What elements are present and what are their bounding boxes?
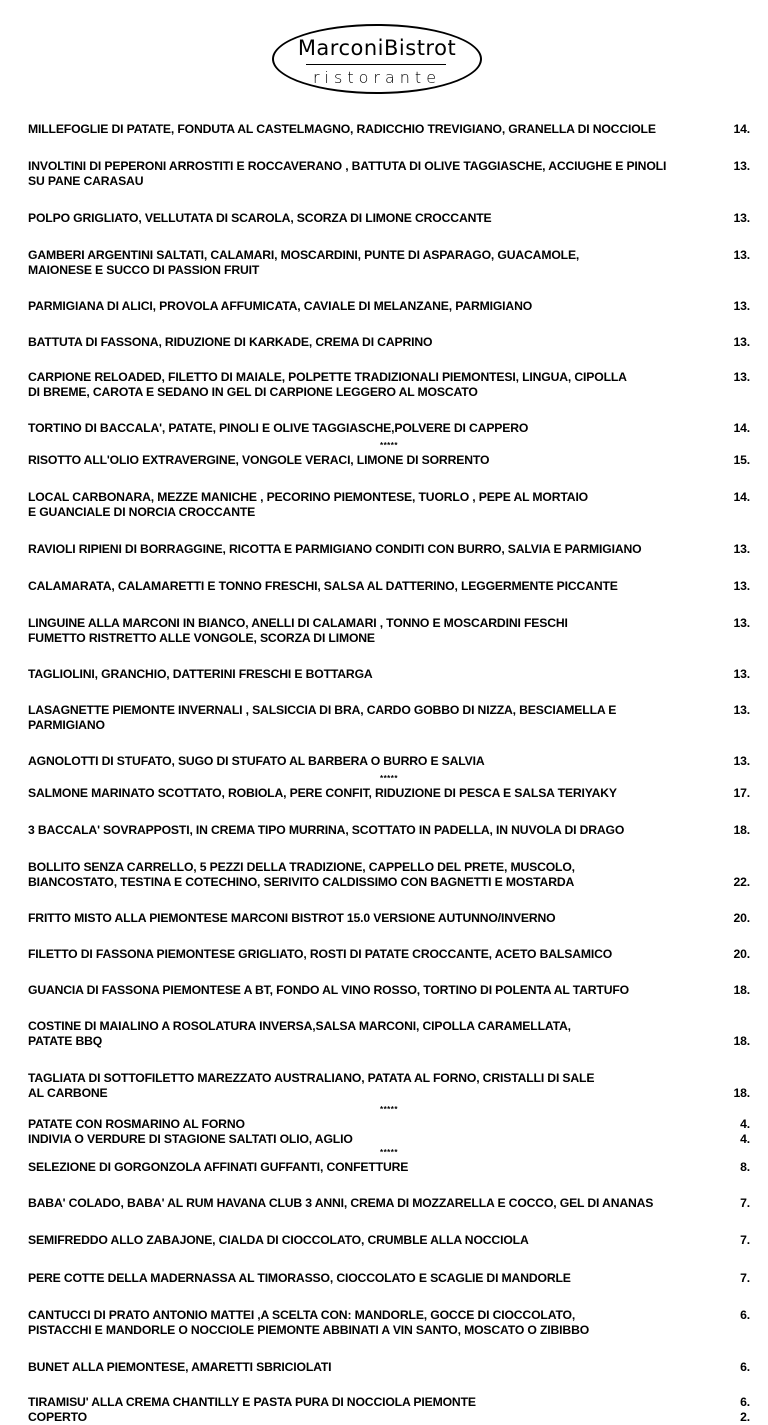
menu-item-price: 13. [733,703,750,717]
menu-item-description: FILETTO DI FASSONA PIEMONTESE GRIGLIATO, ROSTI DI PATATE CROCCANTE, ACETO BALSAMICO [28,947,613,961]
menu-item [28,786,750,801]
menu-item-price: 18. [733,823,750,837]
menu-item-description: COPERTO [28,1410,87,1424]
menu-item-price: 18. [733,1034,750,1048]
menu-item-description: FRITTO MISTO ALLA PIEMONTESE MARCONI BISTROT 15.0 VERSIONE AUTUNNO/INVERNO [28,911,556,925]
menu-item [28,1308,750,1338]
menu-item-price: 8. [740,1160,750,1174]
menu-item-price: 13. [733,754,750,768]
menu-item [28,1360,750,1375]
menu-item-description: SELEZIONE DI GORGONZOLA AFFINATI GUFFANTI, CONFETTURE [28,1160,409,1174]
menu-item-price: 2. [740,1410,750,1424]
menu-item-description: CARPIONE RELOADED, FILETTO DI MAIALE, POLPETTE TRADIZIONALI PIEMONTESI, LINGUA, CIPOLLA DI BREME, CAROTA E SEDANO IN GEL DI CARPIONE LEGGERO AL MOSCATO [28,370,627,399]
menu-item [28,1117,750,1132]
menu-item-price: 13. [733,667,750,681]
menu-item-price: 22. [733,875,750,889]
menu-item-description: CALAMARATA, CALAMARETTI E TONNO FRESCHI, SALSA AL DATTERINO, LEGGERMENTE PICCANTE [28,579,618,593]
menu-item-description: RISOTTO ALL'OLIO EXTRAVERGINE, VONGOLE VERACI, LIMONE DI SORRENTO [28,453,490,467]
menu-item [28,860,750,890]
menu-item-description: LINGUINE ALLA MARCONI IN BIANCO, ANELLI DI CALAMARI , TONNO E MOSCARDINI FESCHI FUMETTO RISTRETTO ALLE VONGOLE, SCORZA DI LIMONE [28,616,568,645]
menu-item [28,1233,750,1248]
menu-item-price: 13. [733,542,750,556]
menu-item-price: 6. [740,1360,750,1374]
section-separator: ***** [379,774,399,783]
menu-item-description: PERE COTTE DELLA MADERNASSA AL TIMORASSO, CIOCCOLATO E SCAGLIE DI MANDORLE [28,1271,571,1285]
menu-item-price: 18. [733,983,750,997]
section-separator: ***** [379,441,399,450]
menu-item-description: 3 BACCALA' SOVRAPPOSTI, IN CREMA TIPO MURRINA, SCOTTATO IN PADELLA, IN NUVOLA DI DRAGO [28,823,625,837]
menu-item-description: PATATE CON ROSMARINO AL FORNO [28,1117,245,1131]
menu-item-price: 15. [733,453,750,467]
menu-item-price: 13. [733,335,750,349]
logo [272,24,482,96]
menu-item-description: RAVIOLI RIPIENI DI BORRAGGINE, RICOTTA E PARMIGIANO CONDITI CON BURRO, SALVIA E PARMIGIANO [28,542,642,556]
menu-item-price: 13. [733,159,750,173]
menu-item [28,299,750,314]
menu-item-price: 13. [733,616,750,630]
menu-item-price: 17. [733,786,750,800]
menu-item [28,1019,750,1049]
menu-item [28,490,750,520]
logo-subtitle: ristorante [312,68,442,87]
menu-item [28,159,750,189]
menu-item-price: 13. [733,370,750,384]
menu-item-price: 13. [733,579,750,593]
menu-item [28,1410,750,1425]
menu-item-description: TORTINO DI BACCALA', PATATE, PINOLI E OLIVE TAGGIASCHE,POLVERE DI CAPPERO [28,421,529,435]
menu-item-price: 18. [733,1086,750,1100]
menu-item [28,1395,750,1410]
menu-item [28,947,750,962]
menu-item [28,421,750,436]
menu-item-description: BATTUTA DI FASSONA, RIDUZIONE DI KARKADE, CREMA DI CAPRINO [28,335,433,349]
menu-item [28,579,750,594]
menu-item-description: POLPO GRIGLIATO, VELLUTATA DI SCAROLA, SCORZA DI LIMONE CROCCANTE [28,211,492,225]
menu-item-description: COSTINE DI MAIALINO A ROSOLATURA INVERSA,SALSA MARCONI, CIPOLLA CARAMELLATA, PATATE BBQ [28,1019,571,1048]
menu-item-description: SEMIFREDDO ALLO ZABAJONE, CIALDA DI CIOCCOLATO, CRUMBLE ALLA NOCCIOLA [28,1233,529,1247]
menu-item-price: 7. [740,1233,750,1247]
menu-item [28,667,750,682]
menu-item [28,248,750,278]
menu-item-price: 4. [740,1132,750,1146]
menu-item [28,335,750,350]
menu-item-price: 7. [740,1271,750,1285]
menu-item-description: TAGLIATA DI SOTTOFILETTO MAREZZATO AUSTRALIANO, PATATA AL FORNO, CRISTALLI DI SALE AL CARBONE [28,1071,595,1100]
menu-item-description: TIRAMISU' ALLA CREMA CHANTILLY E PASTA PURA DI NOCCIOLA PIEMONTE [28,1395,476,1409]
menu-item-price: 14. [733,421,750,435]
menu-item-price: 7. [740,1196,750,1210]
menu-item-description: LASAGNETTE PIEMONTE INVERNALI , SALSICCIA DI BRA, CARDO GOBBO DI NIZZA, BESCIAMELLA E PARMIGIANO [28,703,617,732]
menu-item-price: 14. [733,122,750,136]
menu-item [28,616,750,646]
menu-item-price: 6. [740,1308,750,1322]
menu-item [28,122,750,137]
menu-item [28,370,750,400]
section-separator: ***** [379,1105,399,1114]
menu-item-description: INDIVIA O VERDURE DI STAGIONE SALTATI OLIO, AGLIO [28,1132,353,1146]
menu-item-description: PARMIGIANA DI ALICI, PROVOLA AFFUMICATA, CAVIALE DI MELANZANE, PARMIGIANO [28,299,533,313]
menu-item-description: AGNOLOTTI DI STUFATO, SUGO DI STUFATO AL BARBERA O BURRO E SALVIA [28,754,485,768]
menu-item [28,1196,750,1211]
menu-item-description: MILLEFOGLIE DI PATATE, FONDUTA AL CASTELMAGNO, RADICCHIO TREVIGIANO, GRANELLA DI NOCCIOLE [28,122,656,136]
menu-item [28,211,750,226]
menu-item-description: SALMONE MARINATO SCOTTATO, ROBIOLA, PERE CONFIT, RIDUZIONE DI PESCA E SALSA TERIYAKY [28,786,617,800]
logo-name: MarconiBistrot [297,36,457,60]
menu-item [28,1132,750,1147]
menu-item-description: BOLLITO SENZA CARRELLO, 5 PEZZI DELLA TRADIZIONE, CAPPELLO DEL PRETE, MUSCOLO, BIANCOSTATO, TESTINA E COTECHINO, SERIVITO CALDISSIMO CON BAGNETTI E MOSTARDA [28,860,575,889]
menu-item-description: INVOLTINI DI PEPERONI ARROSTITI E ROCCAVERANO , BATTUTA DI OLIVE TAGGIASCHE, ACCIUGHE E PINOLI SU PANE CARASAU [28,159,667,188]
menu-item-price: 20. [733,947,750,961]
menu-item-description: GUANCIA DI FASSONA PIEMONTESE A BT, FONDO AL VINO ROSSO, TORTINO DI POLENTA AL TARTUFO [28,983,630,997]
menu-item-price: 4. [740,1117,750,1131]
menu-item [28,983,750,998]
menu-item [28,754,750,769]
menu-list [28,122,750,1425]
menu-item [28,453,750,468]
menu-item [28,1160,750,1175]
menu-item [28,542,750,557]
menu-item-price: 20. [733,911,750,925]
menu-item-description: BABA' COLADO, BABA' AL RUM HAVANA CLUB 3 ANNI, CREMA DI MOZZARELLA E COCCO, GEL DI ANANAS [28,1196,654,1210]
menu-item-price: 14. [733,490,750,504]
logo-divider [306,64,446,65]
menu-item [28,703,750,733]
menu-item [28,911,750,926]
menu-item-description: BUNET ALLA PIEMONTESE, AMARETTI SBRICIOLATI [28,1360,332,1374]
menu-item-description: GAMBERI ARGENTINI SALTATI, CALAMARI, MOSCARDINI, PUNTE DI ASPARAGO, GUACAMOLE, MAIONESE E SUCCO DI PASSION FRUIT [28,248,580,277]
menu-item-description: CANTUCCI DI PRATO ANTONIO MATTEI ,A SCELTA CON: MANDORLE, GOCCE DI CIOCCOLATO, PISTACCHI E MANDORLE O NOCCIOLE PIEMONTE ABBINATI A VIN SANTO, MOSCATO O ZIBIBBO [28,1308,590,1337]
menu-item-price: 13. [733,211,750,225]
section-separator: ***** [379,1148,399,1157]
menu-item-price: 13. [733,299,750,313]
menu-item-description: TAGLIOLINI, GRANCHIO, DATTERINI FRESCHI E BOTTARGA [28,667,373,681]
menu-item [28,1271,750,1286]
menu-item [28,823,750,838]
menu-item [28,1071,750,1101]
menu-item-description: LOCAL CARBONARA, MEZZE MANICHE , PECORINO PIEMONTESE, TUORLO , PEPE AL MORTAIO E GUANCIALE DI NORCIA CROCCANTE [28,490,589,519]
menu-item-price: 6. [740,1395,750,1409]
menu-item-price: 13. [733,248,750,262]
